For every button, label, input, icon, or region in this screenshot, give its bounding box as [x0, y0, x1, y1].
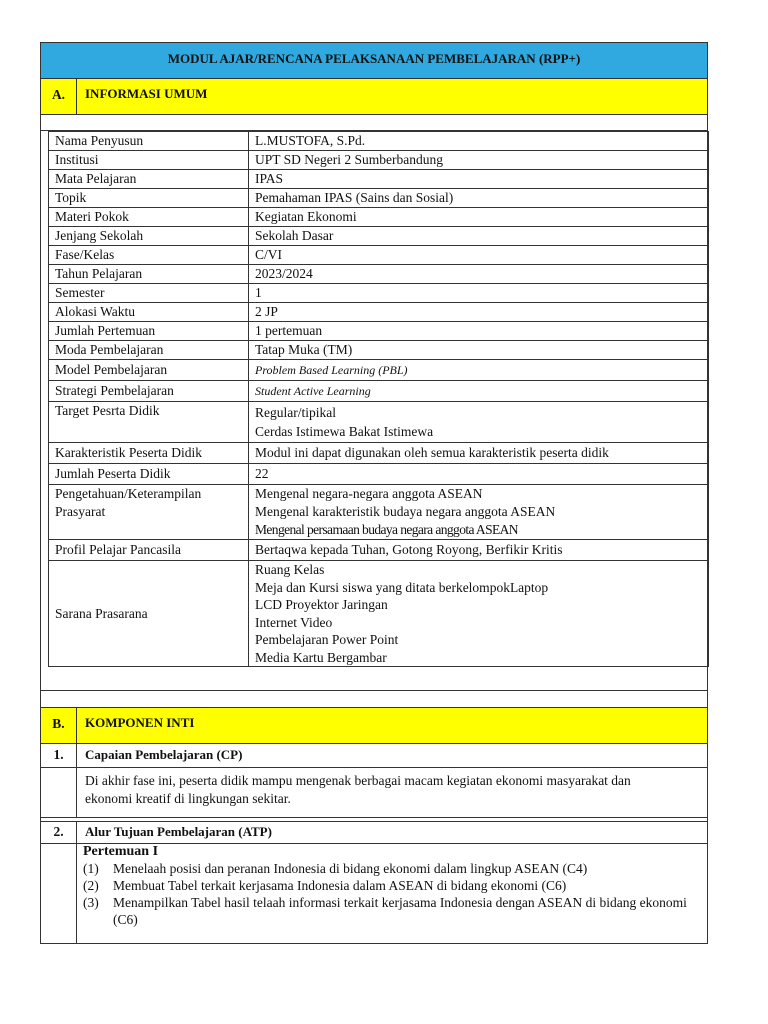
- table-row: [49, 402, 709, 443]
- table-row: [49, 284, 709, 303]
- info-key: Moda Pembelajaran: [49, 341, 249, 360]
- info-value-line: Regular/tipikal: [255, 405, 336, 420]
- table-row: [49, 227, 709, 246]
- cp-line: ekonomi kreatif di lingkungan sekitar.: [85, 791, 291, 806]
- section-b-header: [41, 708, 707, 744]
- info-value-line: Media Kartu Bergambar: [255, 649, 387, 665]
- info-key: Karakteristik Peserta Didik: [49, 443, 249, 464]
- table-row: [49, 189, 709, 208]
- section-a-header: [41, 79, 707, 115]
- info-key: Fase/Kelas: [49, 246, 249, 265]
- atp-left-cell: [41, 844, 77, 943]
- table-row: [49, 341, 709, 360]
- info-value: UPT SD Negeri 2 Sumberbandung: [249, 151, 709, 170]
- info-key: Sarana Prasarana: [49, 561, 249, 667]
- table-row: [49, 322, 709, 341]
- info-value: 1: [249, 284, 709, 303]
- info-key: Nama Penyusun: [49, 132, 249, 151]
- info-value: [249, 561, 709, 667]
- cp-header-row: [41, 744, 707, 768]
- info-value: 22: [249, 464, 709, 485]
- cp-description: [85, 772, 685, 808]
- document-page: [40, 42, 708, 944]
- list-item: [83, 877, 703, 894]
- info-value-line: Internet Video: [255, 614, 333, 630]
- info-value: 2 JP: [249, 303, 709, 322]
- atp-title: Alur Tujuan Pembelajaran (ATP): [85, 824, 272, 839]
- info-value: Bertaqwa kepada Tuhan, Gotong Royong, Berfikir Kritis: [249, 540, 709, 561]
- info-value: IPAS: [249, 170, 709, 189]
- info-value-line: Cerdas Istimewa Bakat Istimewa: [255, 424, 434, 439]
- info-value: [249, 485, 709, 540]
- info-value: Modul ini dapat digunakan oleh semua karakteristik peserta didik: [249, 443, 709, 464]
- table-row: [49, 303, 709, 322]
- table-row: [49, 208, 709, 227]
- info-key: Jumlah Peserta Didik: [49, 464, 249, 485]
- info-key: Semester: [49, 284, 249, 303]
- info-value: L.MUSTOFA, S.Pd.: [249, 132, 709, 151]
- list-item: [83, 860, 703, 877]
- table-row: [49, 246, 709, 265]
- info-key: Tahun Pelajaran: [49, 265, 249, 284]
- info-value: Tatap Muka (TM): [249, 341, 709, 360]
- info-key: Profil Pelajar Pancasila: [49, 540, 249, 561]
- cp-number: 1.: [41, 744, 77, 767]
- info-key: Institusi: [49, 151, 249, 170]
- list-item-number: (1): [83, 861, 99, 876]
- info-key: Pengetahuan/Keterampilan Prasyarat: [49, 485, 249, 540]
- info-value-line: Mengenal persamaan budaya negara anggota ASEAN: [255, 522, 518, 537]
- info-key: Alokasi Waktu: [49, 303, 249, 322]
- info-key: Strategi Pembelajaran: [49, 381, 249, 402]
- cp-body-row: [41, 768, 707, 818]
- table-row: [49, 485, 709, 540]
- info-key: Materi Pokok: [49, 208, 249, 227]
- table-row: [49, 151, 709, 170]
- info-key: Jenjang Sekolah: [49, 227, 249, 246]
- info-value: 1 pertemuan: [249, 322, 709, 341]
- info-key: Jumlah Pertemuan: [49, 322, 249, 341]
- table-row: [49, 443, 709, 464]
- meeting-title: Pertemuan I: [83, 844, 159, 859]
- atp-list: [83, 860, 703, 928]
- atp-number: 2.: [41, 822, 77, 843]
- info-value-line: Mengenal karakteristik budaya negara anggota ASEAN: [255, 504, 556, 519]
- list-item: [83, 894, 703, 928]
- table-row: [49, 170, 709, 189]
- info-value: Kegiatan Ekonomi: [249, 208, 709, 227]
- table-row: [49, 360, 709, 381]
- general-info-table: [48, 131, 709, 667]
- atp-body-row: [41, 844, 707, 943]
- list-item-number: (2): [83, 878, 99, 893]
- info-value: Sekolah Dasar: [249, 227, 709, 246]
- table-row: [49, 381, 709, 402]
- section-a-title: INFORMASI UMUM: [85, 86, 208, 101]
- info-value-line: Meja dan Kursi siswa yang ditata berkelompokLaptop: [255, 579, 549, 595]
- cp-line: Di akhir fase ini, peserta didik mampu mengenak berbagai macam kegiatan ekonomi masyarakat dan: [85, 773, 631, 788]
- section-b-letter: B.: [41, 708, 77, 743]
- info-key: Model Pembelajaran: [49, 360, 249, 381]
- table-row: [49, 265, 709, 284]
- spacer-row: [41, 115, 707, 131]
- info-key: Target Pesrta Didik: [49, 402, 249, 443]
- info-value-line: LCD Proyektor Jaringan: [255, 597, 388, 612]
- info-value: 2023/2024: [249, 265, 709, 284]
- table-row: [49, 464, 709, 485]
- list-item-text: Menampilkan Tabel hasil telaah informasi terkait kerjasama Indonesia dengan ASEAN di bidang ekonomi (C6): [113, 895, 687, 927]
- info-value-line: Ruang Kelas: [255, 562, 325, 577]
- atp-header-row: [41, 822, 707, 844]
- info-value: [249, 402, 709, 443]
- cp-left-cell: [41, 768, 77, 817]
- info-value-line: Mengenal negara-negara anggota ASEAN: [255, 486, 483, 501]
- table-row: [49, 132, 709, 151]
- info-value: Student Active Learning: [249, 381, 709, 402]
- list-item-number: (3): [83, 895, 99, 910]
- table-row: [49, 540, 709, 561]
- info-key: Topik: [49, 189, 249, 208]
- list-item-text: Membuat Tabel terkait kerjasama Indonesia dalam ASEAN di bidang ekonomi (C6): [113, 878, 567, 893]
- info-value: Problem Based Learning (PBL): [249, 360, 709, 381]
- info-value-line: Pembelajaran Power Point: [255, 632, 399, 647]
- cp-title: Capaian Pembelajaran (CP): [85, 747, 243, 762]
- atp-content: [83, 844, 703, 928]
- list-item-text: Menelaah posisi dan peranan Indonesia di bidang ekonomi dalam lingkup ASEAN (C4): [113, 861, 588, 876]
- section-b-title: KOMPONEN INTI: [85, 715, 195, 730]
- info-value: Pemahaman IPAS (Sains dan Sosial): [249, 189, 709, 208]
- section-a-letter: A.: [41, 79, 77, 114]
- info-value: C/VI: [249, 246, 709, 265]
- table-row: [49, 561, 709, 667]
- spacer-row: [41, 690, 707, 708]
- document-title: MODUL AJAR/RENCANA PELAKSANAAN PEMBELAJARAN (RPP+): [41, 43, 707, 79]
- info-key: Mata Pelajaran: [49, 170, 249, 189]
